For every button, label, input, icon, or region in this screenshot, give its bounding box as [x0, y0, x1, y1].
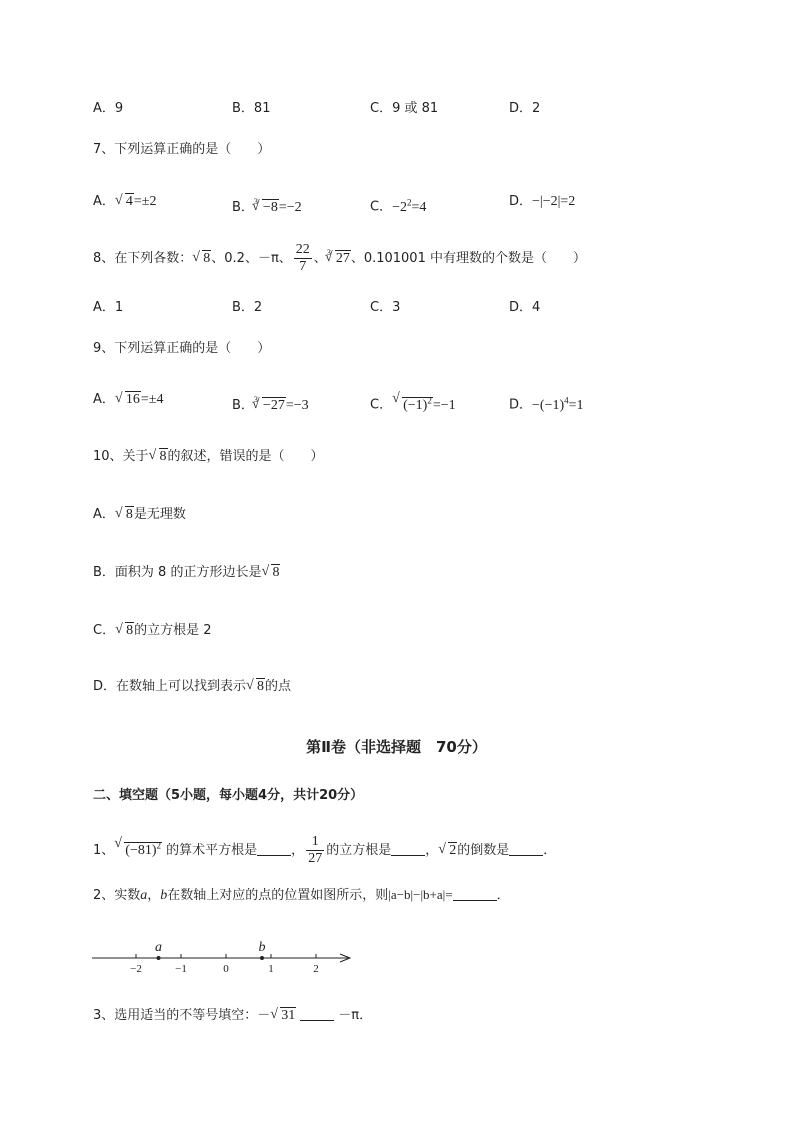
part2-title: 第Ⅱ卷（非选择题 70分）: [306, 738, 487, 756]
answer-blank: [391, 841, 425, 856]
cube-root: √ −8: [253, 198, 279, 218]
cube-root: √ −27: [253, 396, 286, 416]
q9-option-a: A．√ 16=±4: [93, 390, 164, 410]
cube-root: √ 27: [326, 249, 351, 269]
radical: √ 8: [247, 677, 265, 697]
radical: √ 8: [150, 447, 168, 467]
radical: √ $(-1)^2$: [393, 390, 433, 416]
fraction: $\frac{1}{27}$: [308, 834, 323, 866]
option-label: B．: [232, 200, 254, 215]
radical: √ $(-81)^2$: [115, 835, 162, 861]
option-label: C．: [370, 199, 393, 215]
fill-question-1: 1、√ $(-81)^2$ 的算术平方根是 ， $\frac{1}{27}$ 的立方根是 ，√ 2的倒数是 ．: [93, 834, 556, 867]
fraction: $\frac{22}{7}$: [295, 242, 310, 274]
q7-stem: 7、下列运算正确的是（ ）: [93, 142, 271, 157]
option-label: C．: [370, 397, 393, 413]
radical: √ 8: [262, 563, 280, 583]
point-dot: [260, 956, 264, 960]
radical: √ 8: [116, 621, 134, 641]
tick-label: 2: [313, 963, 319, 975]
answer-blank: [300, 1006, 334, 1021]
q6-option-b: B．81: [232, 101, 271, 116]
tick-label: 1: [268, 963, 274, 975]
fill-question-3: 3、选用适当的不等号填空：－√ 31 －π．: [93, 1006, 372, 1026]
point-dot: [157, 956, 161, 960]
q10-option-d: D．在数轴上可以找到表示√ 8的点: [93, 677, 291, 697]
q8-option-c: C．3: [370, 300, 401, 315]
option-label: D．: [509, 194, 533, 209]
option-label: D．: [509, 397, 533, 413]
q10-option-c: C．√ 8的立方根是 2: [93, 621, 211, 641]
radical: √ 31: [271, 1006, 296, 1026]
q9-option-d: D．$-(-1)^4=1$: [509, 395, 584, 413]
section2-title: 二、填空题（5小题，每小题4分，共计20分）: [93, 788, 364, 803]
q8-option-d: D．4: [509, 300, 541, 315]
radical: √ 2: [439, 841, 457, 861]
q7-option-d: D．−|−2|=2: [509, 194, 576, 209]
q10-option-b: B．面积为 8 的正方形边长是√ 8: [93, 563, 280, 583]
q9-option-c: C．√ $(-1)^2=-1$: [370, 390, 456, 416]
q6-option-c: C．9 或 81: [370, 101, 439, 116]
q8-option-b: B．2: [232, 300, 263, 315]
radical: √ 4: [116, 192, 134, 212]
q7-option-b: B．$^3$√ −8=−2: [232, 192, 302, 218]
point-label: b: [258, 940, 266, 955]
number-line: [90, 936, 360, 976]
option-label: B．: [232, 398, 254, 413]
option-label: A．: [93, 194, 115, 209]
tick-label: −2: [130, 963, 142, 975]
tick-label: 0: [223, 963, 229, 975]
answer-blank: [453, 886, 497, 901]
radical: √ 16: [116, 390, 141, 410]
point-label: a: [155, 940, 162, 955]
q7-option-a: A．√ 4=±2: [93, 192, 157, 212]
radical: √ 8: [116, 505, 134, 525]
q9-stem: 9、下列运算正确的是（ ）: [93, 341, 271, 356]
q6-option-d: D．2: [509, 101, 541, 116]
q8-option-a: A．1: [93, 300, 124, 315]
tick-label: −1: [175, 963, 187, 975]
q8-stem: 8、在下列各数：√ 8、0.2、－π、 $\frac{22}{7}$ 、$^3$√ 27、0.101001 中有理数的个数是（ ）: [93, 242, 586, 275]
answer-blank: [509, 841, 543, 856]
q7-option-c: C．$-2^2=4$: [370, 197, 427, 215]
q6-option-a: A．9: [93, 101, 124, 116]
q9-option-b: B．$^3$√ −27=−3: [232, 390, 309, 416]
q10-stem: 10、关于√ 8的叙述，错误的是（ ）: [93, 447, 324, 467]
fill-question-2: 2、实数a，b在数轴上对应的点的位置如图所示，则|a−b|−|b+a|= ．: [93, 887, 510, 903]
radical: √ 8: [193, 249, 211, 269]
q10-option-a: A．√ 8是无理数: [93, 505, 186, 525]
option-label: A．: [93, 392, 115, 407]
answer-blank: [257, 841, 291, 856]
